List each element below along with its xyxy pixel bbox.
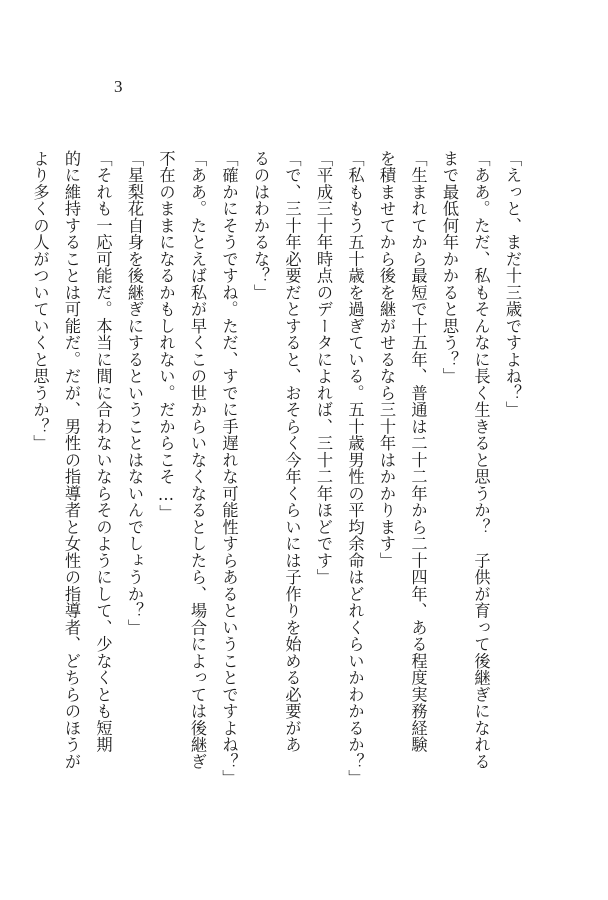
text-line: 「えっと、まだ十三歳ですよね？」: [503, 150, 522, 418]
text-line: まで最低何年かかると思う？」: [440, 150, 459, 385]
text-line: 「ああ。ただ、私もそんなに長く生きると思うか？ 子供が育って後継ぎになれる: [471, 150, 491, 770]
text-line: 不在のままになるかもしれない。だからこそ…」: [156, 150, 176, 522]
text-line: るのはわかるな？」: [251, 150, 270, 301]
text-line: 「確かにそうですね。ただ、すでに手遅れな可能性すらあるということですよね？」: [219, 150, 239, 787]
text-line: 「生まれてから最短で十五年、普通は二十二年から二十四年、ある程度実務経験: [408, 150, 428, 753]
text-line: を積ませてから後を継がせるなら三十年はかかります」: [377, 150, 396, 569]
text-line: 「平成三十年時点のデータによれば、三十二年ほどです」: [314, 150, 333, 586]
text-line: 「星梨花自身を後継ぎにするということはないんでしょうか？」: [125, 150, 144, 636]
text-line: 「それも一応可能だ。本当に間に合わないならそのようにして、少なくとも短期: [93, 150, 113, 753]
text-line: 的に維持することは可能だ。だが、男性の指導者と女性の指導者、どちらのほうが: [62, 150, 81, 770]
text-line: 「で、三十年必要だとすると、おそらく今年くらいには子作りを始める必要があ: [282, 150, 302, 753]
text-line: 「ああ。たとえば私が早くこの世からいなくなるとしたら、場合によっては後継ぎ: [188, 150, 207, 770]
text-line: 「私ももう五十歳を過ぎている。五十歳男性の平均余命はどれくらいかわかるか？」: [345, 150, 365, 787]
text-line: より多くの人がついていくと思うか？」: [30, 150, 50, 452]
vertical-text-block: [30, 150, 528, 787]
page-number: 3: [114, 77, 123, 96]
